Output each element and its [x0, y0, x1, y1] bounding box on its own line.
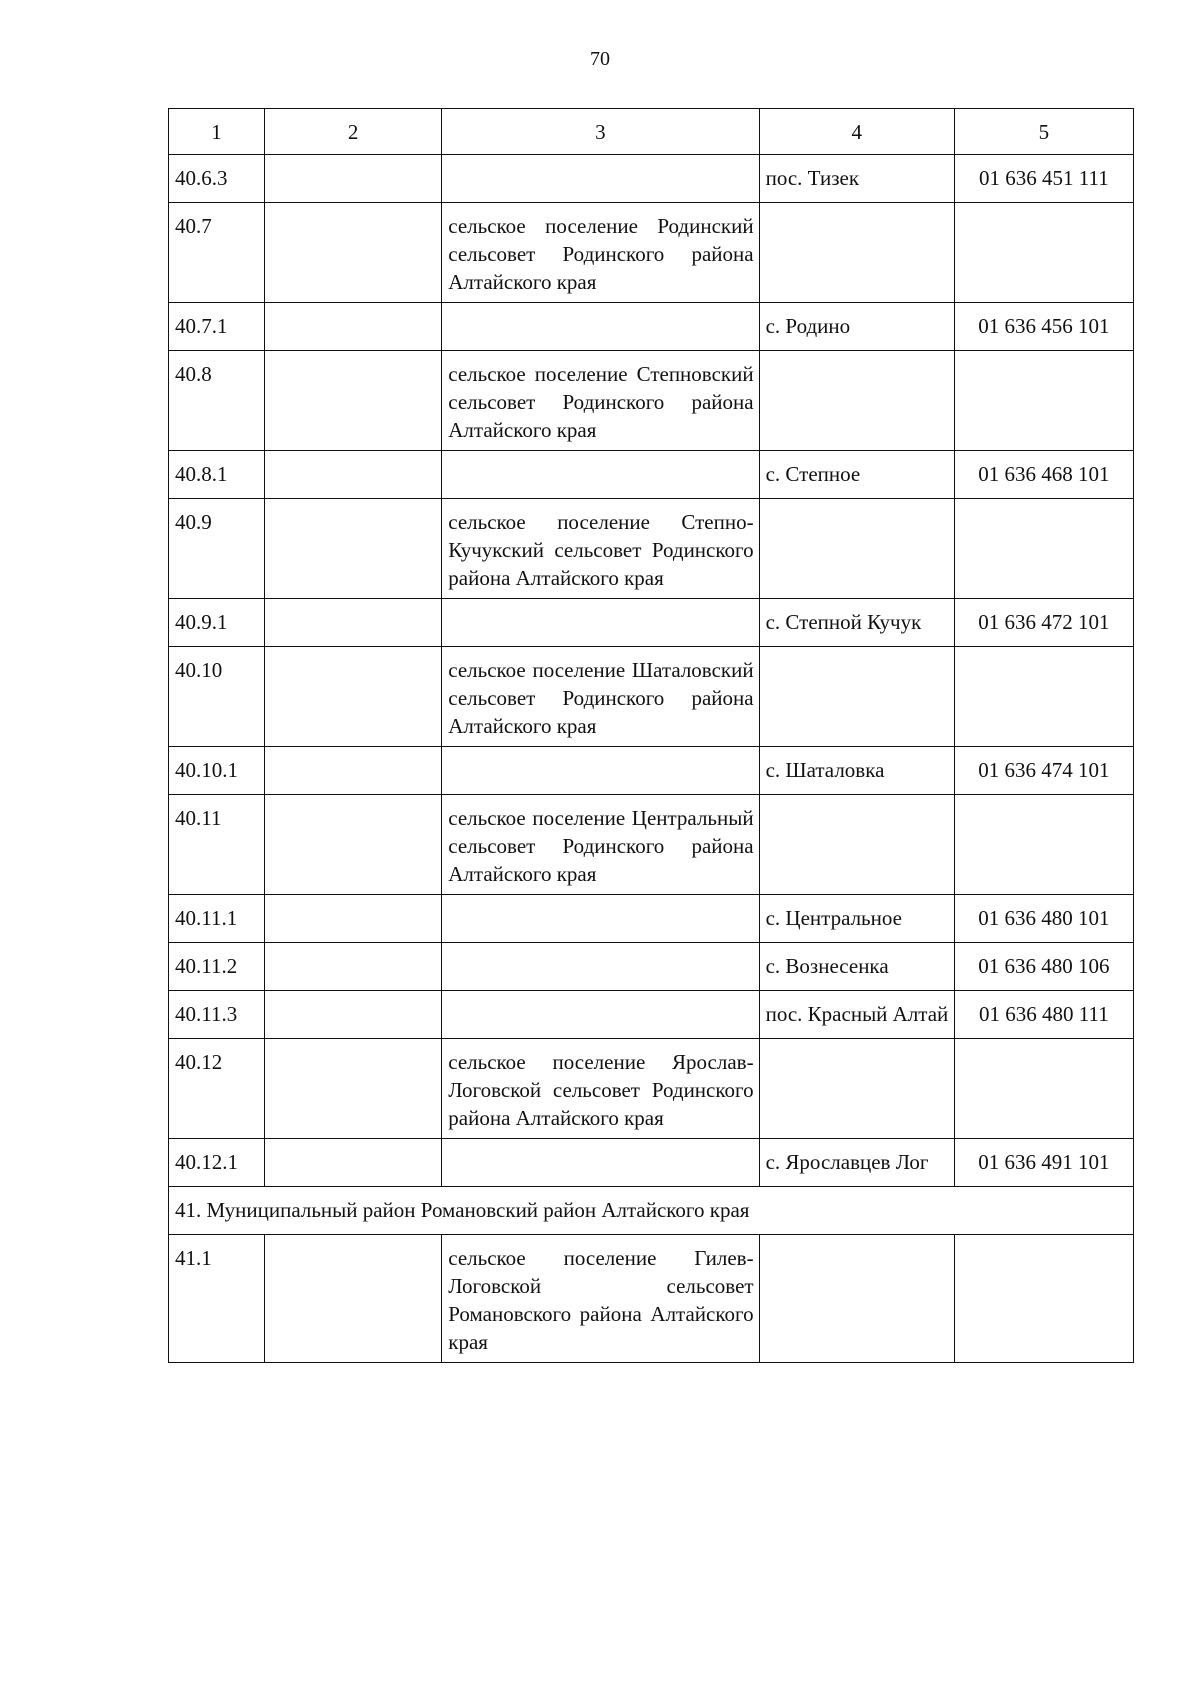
table-row — [169, 1039, 1134, 1139]
cell-settlement: с. Родино — [759, 303, 954, 351]
cell-code: 40.11.3 — [169, 991, 265, 1039]
cell-oktmo-code — [954, 795, 1133, 895]
cell-settlement: с. Вознесенка — [759, 943, 954, 991]
cell-municipality: сельское поселение Ярослав-Логовской сельсовет Родинского района Алтайского края — [442, 1039, 759, 1139]
cell-code: 40.9 — [169, 499, 265, 599]
cell-oktmo-code: 01 636 468 101 — [954, 451, 1133, 499]
cell-oktmo-code: 01 636 480 101 — [954, 895, 1133, 943]
cell-code: 41.1 — [169, 1235, 265, 1363]
cell-settlement: с. Ярославцев Лог — [759, 1139, 954, 1187]
cell-code: 40.9.1 — [169, 599, 265, 647]
cell-code: 40.11.2 — [169, 943, 265, 991]
cell-col-2 — [265, 647, 442, 747]
cell-code: 40.8.1 — [169, 451, 265, 499]
cell-code: 40.10.1 — [169, 747, 265, 795]
cell-settlement: с. Степной Кучук — [759, 599, 954, 647]
cell-col-2 — [265, 1235, 442, 1363]
section-title: 41. Муниципальный район Романовский район Алтайского края — [169, 1187, 1134, 1235]
header-col-3: 3 — [442, 109, 759, 155]
cell-oktmo-code — [954, 499, 1133, 599]
cell-code: 40.12.1 — [169, 1139, 265, 1187]
table-header-row — [169, 109, 1134, 155]
table-row — [169, 1139, 1134, 1187]
cell-code: 40.7.1 — [169, 303, 265, 351]
cell-municipality — [442, 1139, 759, 1187]
cell-oktmo-code: 01 636 456 101 — [954, 303, 1133, 351]
cell-oktmo-code: 01 636 472 101 — [954, 599, 1133, 647]
cell-code: 40.11.1 — [169, 895, 265, 943]
cell-col-2 — [265, 155, 442, 203]
cell-municipality — [442, 155, 759, 203]
cell-oktmo-code — [954, 203, 1133, 303]
cell-col-2 — [265, 1139, 442, 1187]
header-col-2: 2 — [265, 109, 442, 155]
cell-settlement — [759, 1039, 954, 1139]
cell-settlement: пос. Тизек — [759, 155, 954, 203]
table-row — [169, 155, 1134, 203]
cell-oktmo-code — [954, 1039, 1133, 1139]
cell-code: 40.11 — [169, 795, 265, 895]
table-row — [169, 943, 1134, 991]
cell-settlement — [759, 499, 954, 599]
cell-col-2 — [265, 943, 442, 991]
cell-municipality: сельское поселение Гилев-Логовской сельсовет Романовского района Алтайского края — [442, 1235, 759, 1363]
cell-col-2 — [265, 747, 442, 795]
table-row — [169, 303, 1134, 351]
cell-oktmo-code: 01 636 474 101 — [954, 747, 1133, 795]
section-header-row — [169, 1187, 1134, 1235]
cell-oktmo-code: 01 636 480 106 — [954, 943, 1133, 991]
cell-code: 40.12 — [169, 1039, 265, 1139]
cell-municipality — [442, 747, 759, 795]
cell-col-2 — [265, 895, 442, 943]
table-row — [169, 351, 1134, 451]
cell-municipality — [442, 991, 759, 1039]
header-col-5: 5 — [954, 109, 1133, 155]
cell-municipality — [442, 303, 759, 351]
cell-municipality: сельское поселение Шаталовский сельсовет Родинского района Алтайского края — [442, 647, 759, 747]
table-row — [169, 747, 1134, 795]
cell-municipality: сельское поселение Степновский сельсовет Родинского района Алтайского края — [442, 351, 759, 451]
cell-col-2 — [265, 351, 442, 451]
cell-municipality: сельское поселение Родинский сельсовет Родинского района Алтайского края — [442, 203, 759, 303]
cell-settlement — [759, 351, 954, 451]
cell-municipality — [442, 599, 759, 647]
cell-col-2 — [265, 599, 442, 647]
table-row — [169, 647, 1134, 747]
cell-settlement: с. Степное — [759, 451, 954, 499]
cell-code: 40.8 — [169, 351, 265, 451]
cell-oktmo-code: 01 636 491 101 — [954, 1139, 1133, 1187]
header-col-4: 4 — [759, 109, 954, 155]
cell-settlement — [759, 647, 954, 747]
cell-municipality: сельское поселение Центральный сельсовет Родинского района Алтайского края — [442, 795, 759, 895]
cell-settlement — [759, 203, 954, 303]
cell-code: 40.10 — [169, 647, 265, 747]
header-col-1: 1 — [169, 109, 265, 155]
table-row — [169, 599, 1134, 647]
cell-oktmo-code — [954, 351, 1133, 451]
cell-settlement — [759, 1235, 954, 1363]
cell-oktmo-code — [954, 1235, 1133, 1363]
cell-municipality — [442, 895, 759, 943]
table-row — [169, 499, 1134, 599]
table-row — [169, 795, 1134, 895]
cell-col-2 — [265, 451, 442, 499]
cell-settlement: с. Шаталовка — [759, 747, 954, 795]
cell-oktmo-code — [954, 647, 1133, 747]
table-row — [169, 1235, 1134, 1363]
registry-table — [168, 108, 1134, 1363]
cell-code: 40.6.3 — [169, 155, 265, 203]
cell-municipality: сельское поселение Степно-Кучукский сельсовет Родинского района Алтайского края — [442, 499, 759, 599]
registry-table-body — [169, 109, 1134, 1363]
cell-settlement: пос. Красный Алтай — [759, 991, 954, 1039]
cell-municipality — [442, 943, 759, 991]
cell-col-2 — [265, 303, 442, 351]
cell-code: 40.7 — [169, 203, 265, 303]
cell-col-2 — [265, 1039, 442, 1139]
cell-settlement: с. Центральное — [759, 895, 954, 943]
cell-col-2 — [265, 991, 442, 1039]
cell-oktmo-code: 01 636 480 111 — [954, 991, 1133, 1039]
cell-col-2 — [265, 499, 442, 599]
cell-col-2 — [265, 203, 442, 303]
table-row — [169, 991, 1134, 1039]
cell-col-2 — [265, 795, 442, 895]
table-row — [169, 203, 1134, 303]
table-row — [169, 895, 1134, 943]
table-row — [169, 451, 1134, 499]
cell-settlement — [759, 795, 954, 895]
page-number: 70 — [590, 48, 610, 70]
cell-municipality — [442, 451, 759, 499]
cell-oktmo-code: 01 636 451 111 — [954, 155, 1133, 203]
